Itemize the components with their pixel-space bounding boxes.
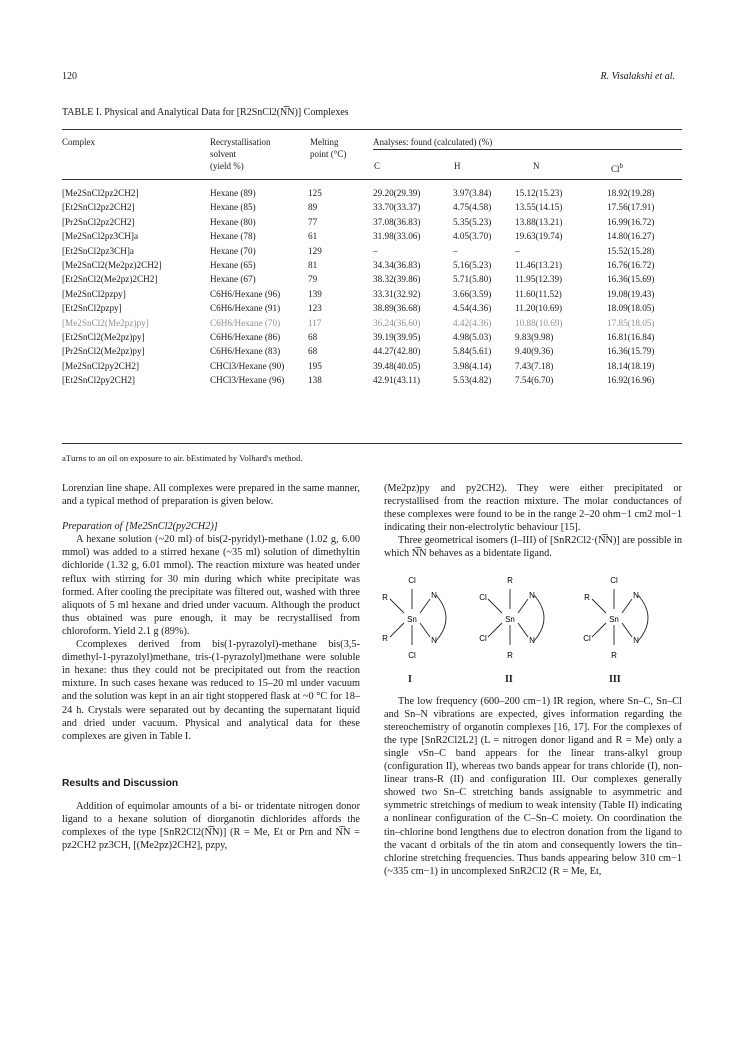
cell-mp: 129: [308, 245, 322, 256]
cell-complex: [Me2SnCl2(Me2pz)py]: [62, 317, 149, 328]
atom-sn: Sn: [609, 614, 619, 624]
cell-complex: [Me2SnCl2pz3CH]a: [62, 231, 139, 242]
cell-n: 13.55(14.15): [515, 202, 563, 213]
other-complexes-paragraph: Ccomplexes derived from bis(1-pyrazolyl)-methane bis(3,5-dimethyl-1-pyrazolyl)methane, tris-(1-pyrazolyl)methane were soluble in hexane: thus they could not be precipitated out from the reaction mixture. In such cases hexane was reduced to 15–20 ml under vacuum and the solution was kept in an air tight stoppered flask at ~0 °C for 18–24 h. Crystals were separated out by decanting the supernatant liquid and dried under vacuum. Physical and analytical data for these complexes are given in Table I.: [62, 639, 360, 742]
cell-c: 39.48(40.05): [373, 360, 421, 371]
cell-solvent: Hexane (80): [210, 216, 256, 227]
isomer-structures: [384, 567, 682, 691]
right-column: [384, 482, 682, 878]
intro-paragraph: Lorenzian line shape. All complexes were prepared in the same manner, and a typical method of preparation is given below.: [62, 483, 360, 508]
cell-c: 38.89(36.68): [373, 303, 421, 314]
cell-c: 42.91(43.11): [373, 375, 421, 386]
cell-complex: [Et2SnCl2pz3CH]a: [62, 245, 134, 256]
cell-c: 39.19(39.95): [373, 332, 421, 342]
atom-lower-left: Cl: [583, 633, 591, 643]
atom-n1: N: [529, 590, 535, 600]
cell-mp: 125: [308, 188, 322, 198]
bond-n1: [518, 599, 528, 613]
cell-cl: 16.76(16.72): [607, 260, 655, 270]
cell-n: 7.43(7.18): [515, 360, 554, 371]
cell-h: 5.16(5.23): [453, 260, 492, 270]
bond-lower-left: [488, 623, 502, 637]
isomer-2: [479, 576, 544, 660]
running-head: R. Visalakshi et al.: [600, 71, 675, 82]
cell-mp: 61: [308, 231, 318, 242]
table-footnote: aTurns to an oil on exposure to air. bEstimated by Volhard's method.: [62, 453, 303, 463]
cell-complex: [Me2SnCl2(Me2pz)2CH2]: [62, 260, 162, 270]
atom-upper-left: Cl: [479, 592, 487, 602]
cell-n: 11.95(12.39): [515, 274, 563, 285]
cell-n: 10.88(10.69): [515, 317, 563, 328]
cell-complex: [Me2SnCl2py2CH2]: [62, 360, 140, 371]
table-row: [62, 360, 682, 372]
cell-c: 44.27(42.80): [373, 346, 421, 357]
isomer-label-ii: II: [505, 673, 513, 685]
table-row: [62, 201, 682, 213]
cell-solvent: C6H6/Hexane (70): [210, 317, 281, 328]
table-top-rule: [62, 129, 682, 130]
cell-complex: [Me2SnCl2pz2CH2]: [62, 188, 139, 198]
atom-lower-left: R: [382, 633, 388, 643]
cell-cl: 18.92(19.28): [607, 188, 655, 198]
cell-cl: 14.80(16.27): [607, 231, 655, 242]
cell-cl: 17.56(17.91): [607, 202, 655, 213]
header-solvent-2: solvent: [210, 149, 236, 159]
cell-c: 36.24(36.60): [373, 317, 421, 328]
bond-n2: [622, 623, 632, 637]
bond-n2: [518, 623, 528, 637]
cell-mp: 139: [308, 288, 322, 299]
cell-n: 9.83(9.98): [515, 332, 554, 342]
cell-mp: 89: [308, 202, 318, 213]
atom-top: Cl: [610, 575, 618, 585]
table-row: [62, 374, 682, 386]
header-mp-2: point (°C): [310, 149, 347, 159]
cell-mp: 138: [308, 375, 322, 386]
table-row: [62, 187, 682, 199]
results-paragraph: Addition of equimolar amounts of a bi- or tridentate nitrogen donor ligand to a hexane solution of diorganotin dichlorides affords the complexes of the type [SnR2Cl2(N͡N)] (R = Me, Et or Prn and N͡N = pz2CH2 pz3CH, [(Me2pz)2CH2], pzpy,: [62, 800, 360, 852]
isomer-3: [583, 576, 648, 660]
header-cl: [611, 161, 623, 175]
table-row: [62, 245, 682, 257]
table-header-rule: [62, 179, 682, 180]
cell-h: 5.84(5.61): [453, 346, 492, 357]
bond-upper-left: [488, 599, 502, 613]
chelate-arc: [638, 595, 648, 641]
cell-mp: 123: [308, 303, 322, 314]
cell-h: 5.35(5.23): [453, 216, 492, 227]
bond-n2: [420, 623, 430, 637]
cell-c: 29.20(29.39): [373, 188, 421, 198]
cell-c: 37.08(36.83): [373, 216, 421, 227]
cell-mp: 68: [308, 332, 318, 342]
cell-n: 15.12(15.23): [515, 188, 563, 198]
cell-solvent: C6H6/Hexane (96): [210, 288, 281, 299]
cell-mp: 81: [308, 260, 318, 270]
cell-cl: 18.14(18.19): [607, 360, 655, 371]
header-h: H: [454, 161, 461, 171]
header-c: C: [374, 161, 381, 171]
cell-mp: 77: [308, 216, 318, 227]
right-paragraph-2: Three geometrical isomers (I–III) of [SnR2Cl2·(N͡N)] are possible in which N͡N behaves as a bidentate ligand.: [384, 535, 682, 560]
header-cl-sup: b: [619, 162, 624, 170]
cell-complex: [Et2SnCl2pzpy]: [62, 303, 122, 314]
cell-complex: [Pr2SnCl2(Me2pz)py]: [62, 346, 145, 357]
bond-n1: [420, 599, 430, 613]
atom-n1: N: [633, 590, 639, 600]
header-mp-1: Melting: [310, 137, 339, 147]
right-paragraph-1: (Me2pz)py and py2CH2). They were either precipitated or recrystallised from the reaction mixture. The molar conductances of these complexes were found to be in the range 2–20 ohm−1 cm2 mol−1 indicating their non-electrolytic behaviour [15].: [384, 483, 682, 534]
cell-solvent: Hexane (70): [210, 245, 256, 256]
cell-solvent: Hexane (85): [210, 202, 256, 213]
cell-cl: 15.52(15.28): [607, 245, 655, 256]
cell-solvent: Hexane (78): [210, 231, 256, 242]
cell-c: 33.70(33.37): [373, 202, 421, 213]
table-row: [62, 302, 682, 314]
atom-n2: N: [431, 635, 437, 645]
atom-top: R: [507, 575, 513, 585]
cell-n: –: [515, 245, 520, 256]
cell-solvent: CHCl3/Hexane (90): [210, 360, 285, 371]
bond-n1: [622, 599, 632, 613]
atom-upper-left: R: [382, 592, 388, 602]
atom-sn: Sn: [407, 614, 417, 624]
cell-mp: 195: [308, 360, 322, 371]
atom-bottom: R: [507, 650, 513, 660]
table-row: [62, 288, 682, 300]
atom-n1: N: [431, 590, 437, 600]
cell-c: 38.32(39.86): [373, 274, 421, 285]
table-row: [62, 216, 682, 228]
isomer-1: [382, 576, 446, 660]
cell-h: 3.97(3.84): [453, 188, 492, 198]
table-row: [62, 331, 682, 343]
cell-h: 4.98(5.03): [453, 332, 492, 342]
atom-n2: N: [529, 635, 535, 645]
cell-n: 9.40(9.36): [515, 346, 554, 357]
table-row: [62, 345, 682, 357]
cell-c: 34.34(36.83): [373, 260, 421, 270]
bond-lower-left: [592, 623, 606, 637]
atom-top: Cl: [408, 575, 416, 585]
atom-lower-left: Cl: [479, 633, 487, 643]
cell-cl: 16.36(15.69): [607, 274, 655, 285]
cell-c: –: [373, 245, 378, 256]
cell-cl: 16.36(15.79): [607, 346, 655, 357]
chelate-arc: [436, 595, 446, 641]
cell-cl: 19.08(19.43): [607, 288, 655, 299]
cell-h: 5.71(5.80): [453, 274, 492, 285]
bond-upper-left: [592, 599, 606, 613]
cell-solvent: C6H6/Hexane (83): [210, 346, 281, 357]
cell-solvent: CHCl3/Hexane (96): [210, 375, 285, 386]
header-n: N: [533, 161, 540, 171]
isomer-label-i: I: [408, 673, 412, 685]
cell-h: 4.05(3.70): [453, 231, 492, 242]
cell-cl: 18.09(18.05): [607, 303, 655, 314]
atom-sn: Sn: [505, 614, 515, 624]
header-complex: Complex: [62, 137, 95, 147]
table-row: [62, 259, 682, 271]
prep-heading: Preparation of [Me2SnCl2(py2CH2)]: [62, 521, 218, 533]
cell-cl: 17.85(18.05): [607, 317, 655, 328]
table-row: [62, 317, 682, 329]
header-analyses: Analyses: found (calculated) (%): [373, 137, 493, 147]
cell-complex: [Me2SnCl2pzpy]: [62, 288, 126, 299]
cell-solvent: C6H6/Hexane (91): [210, 303, 281, 314]
cell-cl: 16.99(16.72): [607, 216, 655, 227]
cell-complex: [Et2SnCl2(Me2pz)py]: [62, 332, 145, 342]
cell-complex: [Et2SnCl2(Me2pz)2CH2]: [62, 274, 158, 285]
cell-mp: 68: [308, 346, 318, 357]
bond-upper-left: [390, 599, 404, 613]
cell-mp: 79: [308, 274, 318, 285]
header-subrule: [373, 149, 682, 150]
cell-complex: [Pr2SnCl2pz2CH2]: [62, 216, 135, 227]
cell-n: 11.20(10.69): [515, 303, 563, 314]
header-solvent-1: Recrystallisation: [210, 137, 271, 147]
isomer-structures-svg: [384, 567, 682, 671]
header-solvent-3: (yield %): [210, 161, 244, 171]
chelate-arc: [534, 595, 544, 641]
atom-bottom: R: [611, 650, 617, 660]
cell-cl: 16.92(16.96): [607, 375, 655, 386]
atom-bottom: Cl: [408, 650, 416, 660]
left-column: [62, 482, 360, 852]
atom-upper-left: R: [584, 592, 590, 602]
cell-h: 5.53(4.82): [453, 375, 492, 386]
isomer-label-iii: III: [609, 673, 621, 685]
prep-paragraph: A hexane solution (~20 ml) of bis(2-pyridyl)-methane (1.02 g, 6.00 mmol) was added to a stirred hexane (~35 ml) solution of dimethyltin dichloride (1.32 g, 6.01 mmol). The reaction mixture was heated under reflux with stirring for 30 min during which white precipitate was formed. After cooling the precipitate was filtered out, washed with three aliquots of 5 ml hexane and dried under vacuum. Although the product thus obtained was pure enough, it may be recrystallised from chloroform. Yield 2.1 g (89%).: [62, 534, 360, 637]
table-row: [62, 273, 682, 285]
page-number: 120: [62, 71, 77, 82]
cell-c: 31.98(33.06): [373, 231, 421, 242]
cell-h: 3.98(4.14): [453, 360, 492, 371]
results-heading: Results and Discussion: [62, 777, 179, 789]
cell-n: 19.63(19.74): [515, 231, 563, 242]
table-caption: TABLE I. Physical and Analytical Data for [R2SnCl2(N͡N)] Complexes: [62, 107, 349, 118]
cell-h: 4.54(4.36): [453, 303, 492, 314]
bond-lower-left: [390, 623, 404, 637]
cell-n: 11.60(11.52): [515, 288, 562, 299]
cell-complex: [Et2SnCl2pz2CH2]: [62, 202, 135, 213]
cell-h: –: [453, 245, 458, 256]
header-cl-text: Cl: [611, 164, 620, 174]
cell-solvent: C6H6/Hexane (86): [210, 332, 281, 342]
atom-n2: N: [633, 635, 639, 645]
cell-n: 13.88(13.21): [515, 216, 563, 227]
cell-n: 11.46(13.21): [515, 260, 563, 270]
table-bottom-rule: [62, 443, 682, 444]
cell-solvent: Hexane (89): [210, 188, 256, 198]
cell-mp: 117: [308, 317, 322, 328]
cell-complex: [Et2SnCl2py2CH2]: [62, 375, 135, 386]
cell-solvent: Hexane (65): [210, 260, 256, 270]
right-paragraph-3: The low frequency (600–200 cm−1) IR region, where Sn–C, Sn–Cl and Sn–N vibrations are expected, gives information regarding the stereochemistry of organotin complexes [16, 17]. For the complexes of the type [SnR2Cl2L2] (L = nitrogen donor ligand and R = Me) only a single νSn–C band appears for the linear trans-alkyl group (configuration II), whereas two bands appear for trans chloride (I), non-linear trans-R (II) and configuration III. Our complexes generally showed two Sn–C stretching bands assignable to asymmetric and symmetric stretchings of medium to weak intensity (Table II) indicating a nonlinear configuration of the C–Sn–C moiety. On coordination the tin–chlorine bond lengthens due to electron donation from the ligand to the vacant d orbitals of the tin atom and consequently lowers the tin–chlorine stretching frequencies. Thus bands appearing below 310 cm−1 (~335 cm−1) in uncomplexed SnR2Cl2 (R = Me, Et,: [384, 695, 682, 877]
table-row: [62, 230, 682, 242]
cell-c: 33.31(32.92): [373, 288, 421, 299]
cell-h: 3.66(3.59): [453, 288, 492, 299]
cell-cl: 16.81(16.84): [607, 332, 655, 342]
cell-n: 7.54(6.70): [515, 375, 554, 386]
cell-h: 4.75(4.58): [453, 202, 492, 213]
cell-solvent: Hexane (67): [210, 274, 256, 285]
cell-h: 4.42(4.36): [453, 317, 492, 328]
